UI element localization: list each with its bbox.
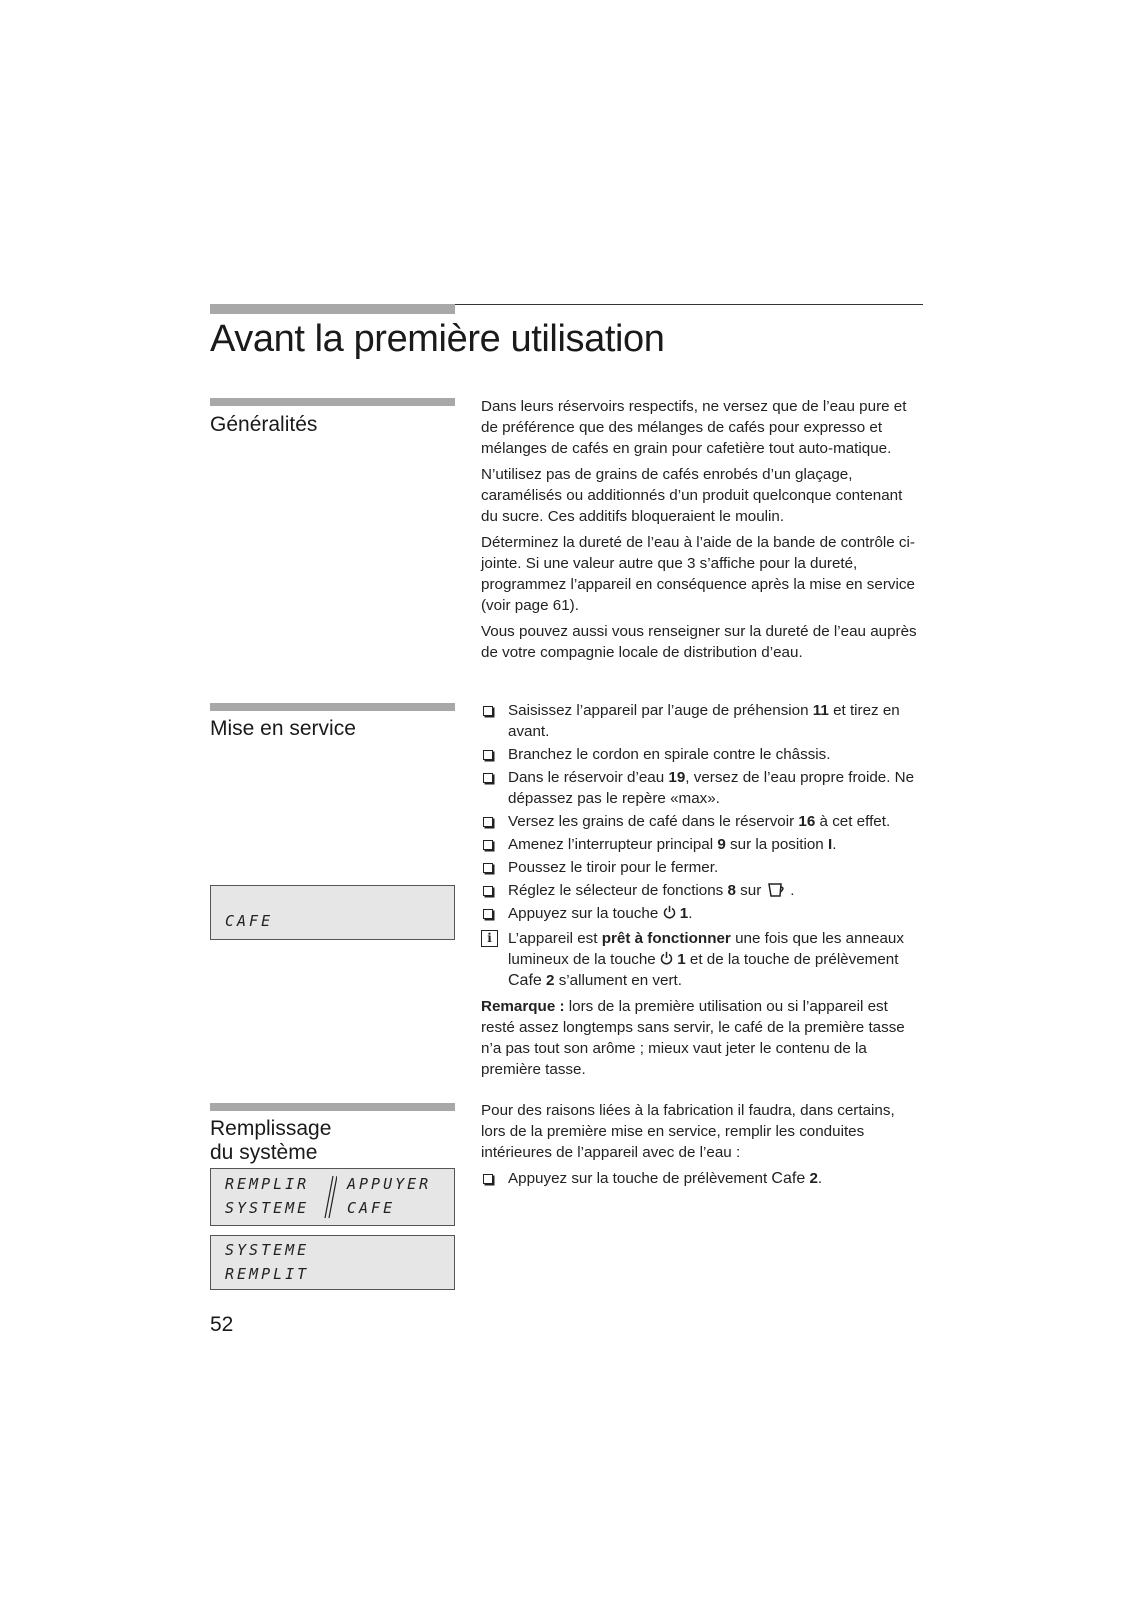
generalites-text	[481, 396, 923, 668]
section-bar-remplissage	[210, 1103, 455, 1111]
list-item: Réglez le sélecteur de fonctions 8 sur .	[481, 880, 923, 901]
checkbox-icon	[483, 817, 493, 827]
list-item: Saisissez l’appareil par l’auge de préhension 11 et tirez en avant.	[481, 700, 923, 742]
paragraph: Dans leurs réservoirs respectifs, ne versez que de l’eau pure et de préférence que des mélanges de cafés pour expresso et mélanges de cafés en grain pour cafetière tout auto-matique.	[481, 398, 907, 457]
page-title: Avant la première utilisation	[210, 318, 665, 360]
lcd-display-cafe	[210, 885, 455, 940]
paragraph: Vous pouvez aussi vous renseigner sur la dureté de l’eau auprès de votre compagnie locale de distribution d’eau.	[481, 623, 917, 661]
display-line: APPUYER	[347, 1175, 432, 1193]
display-line: CAFE	[225, 912, 274, 930]
list-item: Dans le réservoir d’eau 19, versez de l’eau propre froide. Ne dépassez pas le repère «max».	[481, 767, 923, 809]
steps-list	[481, 700, 923, 924]
checkbox-icon	[483, 863, 493, 873]
checkbox-icon	[483, 1174, 493, 1184]
lcd-display-systeme	[210, 1235, 455, 1290]
paragraph: Déterminez la dureté de l’eau à l’aide de la bande de contrôle ci-jointe. Si une valeur autre que 3 s’affiche pour la dureté, programmez l’appareil en conséquence après la mise en service (voir page 61).	[481, 534, 915, 614]
list-item: Appuyez sur la touche de prélèvement Cafe 2.	[481, 1168, 923, 1189]
double-slash-separator	[323, 1175, 337, 1219]
paragraph: N’utilisez pas de grains de cafés enrobés d’un glaçage, caramélisés ou additionnés d’un produit quelconque contenant du sucre. Ces additifs bloqueraient le moulin.	[481, 466, 903, 525]
info-icon: i	[481, 930, 498, 947]
cup-icon	[767, 880, 787, 900]
remplissage-text	[481, 1100, 923, 1191]
lcd-display-remplir	[210, 1168, 455, 1226]
paragraph: Pour des raisons liées à la fabrication il faudra, dans certains, lors de la première mise en service, remplir les conduites intérieures de l’appareil avec de l’eau :	[481, 1102, 895, 1161]
checkbox-icon	[483, 840, 493, 850]
section-bar-generalites	[210, 398, 455, 406]
section-heading-generalites: Généralités	[210, 413, 318, 436]
title-rule-thin	[455, 304, 923, 305]
title-rule-thick	[210, 304, 455, 314]
list-item: Poussez le tiroir pour le fermer.	[481, 857, 923, 878]
checkbox-icon	[483, 909, 493, 919]
checkbox-icon	[483, 773, 493, 783]
section-bar-mise-en-service	[210, 703, 455, 711]
page-number: 52	[210, 1313, 234, 1336]
display-line: SYSTEME	[225, 1241, 310, 1259]
list-item: Appuyez sur la touche 1.	[481, 903, 923, 924]
list-item: Amenez l’interrupteur principal 9 sur la position I.	[481, 834, 923, 855]
power-icon	[663, 905, 676, 919]
section-heading-remplissage: Remplissage du système	[210, 1117, 332, 1164]
section-heading-mise-en-service: Mise en service	[210, 717, 356, 740]
checkbox-icon	[483, 706, 493, 716]
info-note: i L’appareil est prêt à fonctionner une fois que les anneaux lumineux de la touche 1 et de la touche de prélèvement Cafe 2 s’allument en vert.	[481, 928, 923, 991]
remark: Remarque : lors de la première utilisation ou si l’appareil est resté assez longtemps sans servir, le café de la première tasse n’a pas tout son arôme ; mieux vaut jeter le contenu de la première tasse.	[481, 998, 905, 1078]
display-line: REMPLIT	[225, 1265, 310, 1283]
power-icon	[660, 951, 673, 965]
display-line: REMPLIR	[225, 1175, 310, 1193]
checkbox-icon	[483, 886, 493, 896]
mise-en-service-text	[481, 700, 923, 1085]
display-line: CAFE	[347, 1199, 396, 1217]
list-item: Versez les grains de café dans le réservoir 16 à cet effet.	[481, 811, 923, 832]
display-line: SYSTEME	[225, 1199, 310, 1217]
list-item: Branchez le cordon en spirale contre le châssis.	[481, 744, 923, 765]
checkbox-icon	[483, 750, 493, 760]
steps-list	[481, 1168, 923, 1189]
